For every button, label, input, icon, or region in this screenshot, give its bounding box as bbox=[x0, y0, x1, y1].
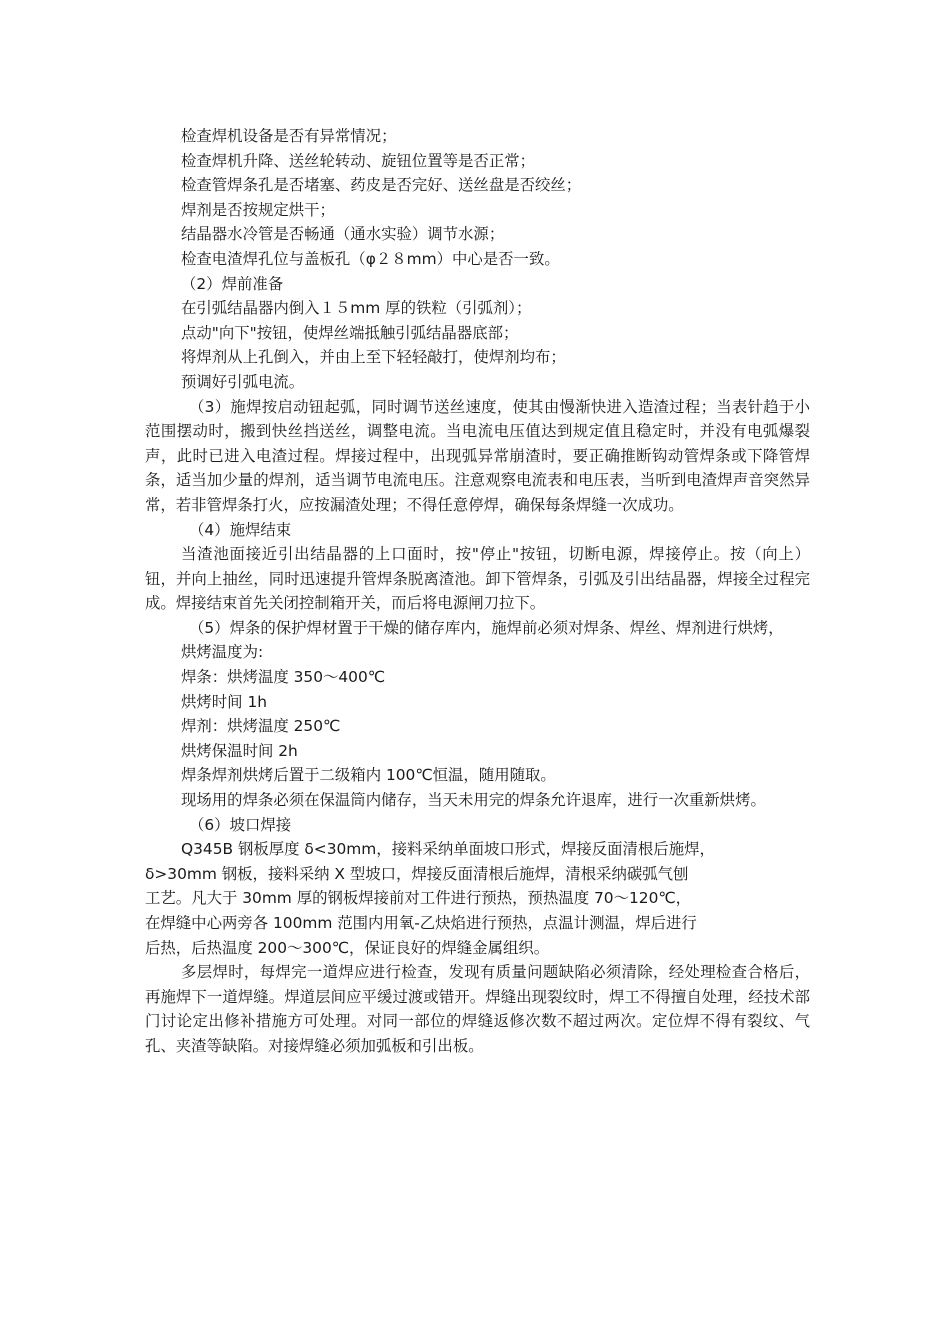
check-item: 结晶器水冷管是否畅通（通水实验）调节水源； bbox=[181, 225, 505, 244]
prep-item: 在引弧结晶器内倒入１５mm 厚的铁粒（引弧剂）； bbox=[181, 299, 532, 318]
prep-list bbox=[145, 296, 810, 394]
bake-item: 焊条：烘烤温度 350～400℃ bbox=[181, 668, 386, 687]
prep-item: 预调好引弧电流。 bbox=[181, 372, 305, 391]
welding-paragraph: （3）施焊按启动钮起弧，同时调节送丝速度，使其由慢渐快进入造渣过程；当表针趋于小范围摆动时，搬到快丝挡送丝，调整电流。当电流电压值达到规定值且稳定时，并没有电弧爆裂声，此时已进入电渣过程。焊接过程中，出现弧异常崩渣时，要正确推断钩动管焊条或下降管焊条，适当加少量的焊剂，适当调节电流电压。注意观察电流表和电压表，当听到电渣焊声音突然异常，若非管焊条打火，应按漏渣处理；不得任意停焊，确保每条焊缝一次成功。 bbox=[145, 397, 810, 514]
check-list bbox=[145, 124, 810, 272]
groove-block bbox=[145, 837, 810, 960]
section-heading-prep: （2）焊前准备 bbox=[181, 274, 284, 293]
multilayer-paragraph: 多层焊时，每焊完一道焊应进行检查，发现有质量问题缺陷必须清除，经处理检查合格后，再施焊下一道焊缝。焊道层间应平缓过渡或错开。焊缝出现裂纹时，焊工不得擅自处理，经技术部门讨论定出修补措施方可处理。对同一部位的焊缝返修次数不超过两次。定位焊不得有裂纹、气孔、夹渣等缺陷。对接焊缝必须加弧板和引出板。 bbox=[145, 963, 810, 1055]
bake-item: 烘烤保温时间 2h bbox=[181, 741, 298, 760]
prep-item: 点动"向下"按钮，使焊丝端抵触引弧结晶器底部； bbox=[181, 323, 519, 342]
groove-line: δ>30mm 钢板，接料采纳 X 型坡口，焊接反面清根后施焊，清根采纳碳弧气刨 bbox=[145, 864, 689, 883]
groove-line: Q345B 钢板厚度 δ<30mm，接料采纳单面坡口形式，焊接反面清根后施焊， bbox=[181, 840, 715, 859]
prep-item: 将焊剂从上孔倒入，并由上至下轻轻敲打，使焊剂均布； bbox=[181, 348, 566, 367]
groove-line: 在焊缝中心两旁各 100mm 范围内用氧-乙炔焰进行预热，点温计测温，焊后进行 bbox=[145, 914, 697, 932]
bake-item: 烘烤时间 1h bbox=[181, 692, 268, 711]
bake-item: 焊剂：烘烤温度 250℃ bbox=[181, 717, 341, 736]
section-heading-end: （4）施焊结束 bbox=[189, 520, 292, 539]
check-item: 检查焊机升降、送丝轮转动、旋钮位置等是否正常； bbox=[181, 151, 535, 170]
document-page bbox=[145, 124, 810, 1059]
bake-item: 焊条焊剂烘烤后置于二级箱内 100℃恒温，随用随取。 bbox=[181, 766, 556, 785]
check-item: 检查电渣焊孔位与盖板孔（φ２８mm）中心是否一致。 bbox=[181, 249, 560, 268]
check-item: 检查管焊条孔是否堵塞、药皮是否完好、送丝盘是否绞丝； bbox=[181, 176, 582, 195]
check-item: 检查焊机设备是否有异常情况； bbox=[181, 127, 397, 145]
check-item: 焊剂是否按规定烘干； bbox=[181, 200, 335, 219]
end-paragraph: 当渣池面接近引出结晶器的上口面时，按"停止"按钮，切断电源，焊接停止。按（向上）钮，并向上抽丝，同时迅速提升管焊条脱离渣池。卸下管焊条，引弧及引出结晶器，焊接全过程完成。焊接结束首先关闭控制箱开关，而后将电源闸刀拉下。 bbox=[145, 545, 810, 613]
storage-paragraph: （5）焊条的保护焊材置于干燥的储存库内，施焊前必须对焊条、焊丝、焊剂进行烘烤， bbox=[189, 618, 784, 637]
site-paragraph: 现场用的焊条必须在保温筒内储存，当天未用完的焊条允许退库，进行一次重新烘烤。 bbox=[181, 791, 766, 810]
bake-item: 烘烤温度为: bbox=[181, 643, 264, 662]
groove-line: 后热，后热温度 200～300℃，保证良好的焊缝金属组织。 bbox=[145, 938, 550, 957]
bake-list bbox=[145, 640, 810, 788]
section-heading-groove: （6）坡口焊接 bbox=[189, 815, 292, 834]
groove-line: 工艺。凡大于 30mm 厚的钢板焊接前对工件进行预热，预热温度 70～120℃， bbox=[145, 889, 692, 908]
